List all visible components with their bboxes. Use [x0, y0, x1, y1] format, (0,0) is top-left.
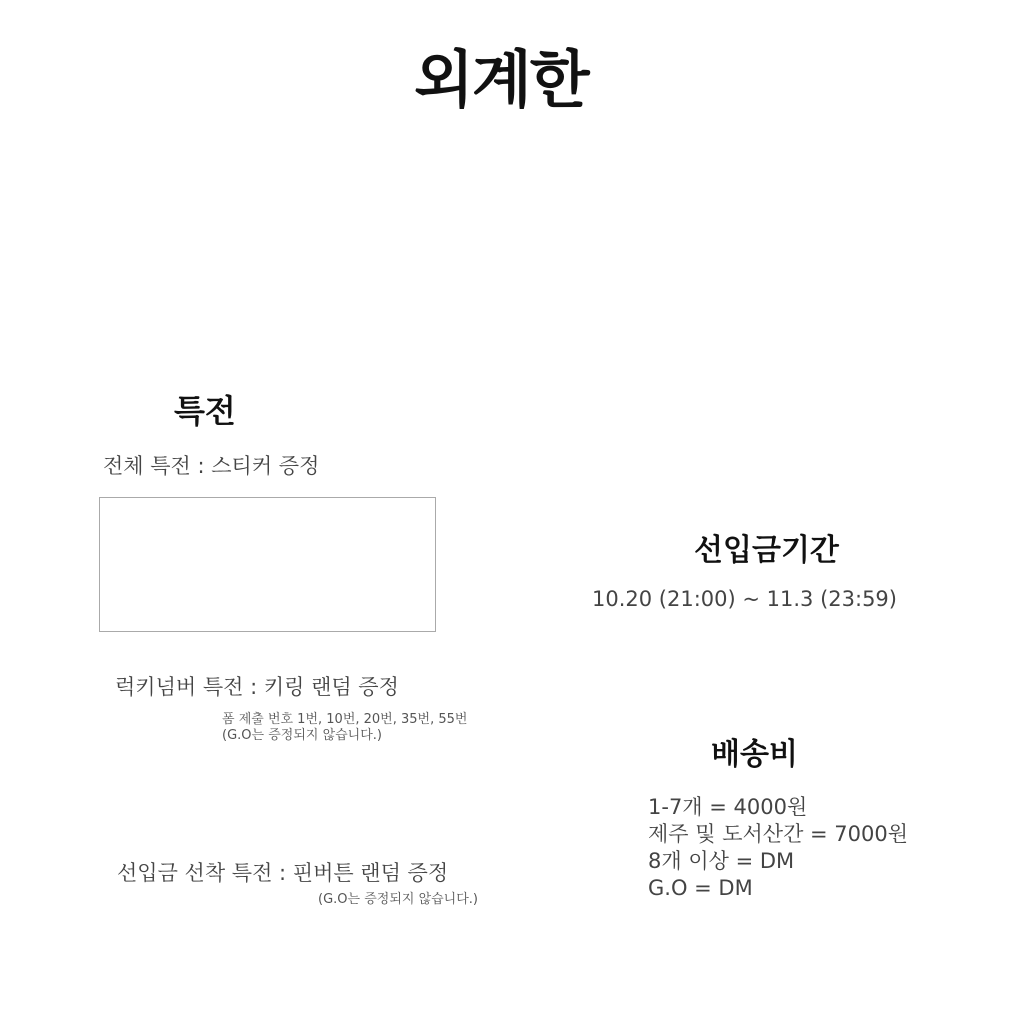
shipping-line: 8개 이상 = DM [648, 849, 795, 873]
shipping-line: 제주 및 도서산간 = 7000원 [648, 822, 909, 846]
lucky-bonus-text: 럭키넘버 특전 : 키링 랜덤 증정 [115, 675, 399, 699]
bonus-heading: 특전 [174, 392, 236, 430]
shipping-list [648, 794, 908, 902]
preorder-period: 10.20 (21:00) ~ 11.3 (23:59) [592, 587, 897, 611]
lucky-note-2: (G.O는 증정되지 않습니다.) [222, 728, 383, 743]
all-bonus-text: 전체 특전 : 스티커 증정 [103, 454, 320, 478]
early-bonus-text: 선입금 선착 특전 : 핀버튼 랜덤 증정 [117, 861, 449, 885]
early-note: (G.O는 증정되지 않습니다.) [318, 892, 479, 907]
lucky-note-1: 폼 제출 번호 1번, 10번, 20번, 35번, 55번 [222, 712, 468, 727]
shipping-heading: 배송비 [711, 737, 798, 772]
shipping-line: G.O = DM [648, 876, 753, 900]
shipping-line: 1-7개 = 4000원 [648, 795, 808, 819]
preorder-heading: 선입금기간 [694, 533, 839, 568]
brand-title: 외계한 [414, 43, 588, 116]
